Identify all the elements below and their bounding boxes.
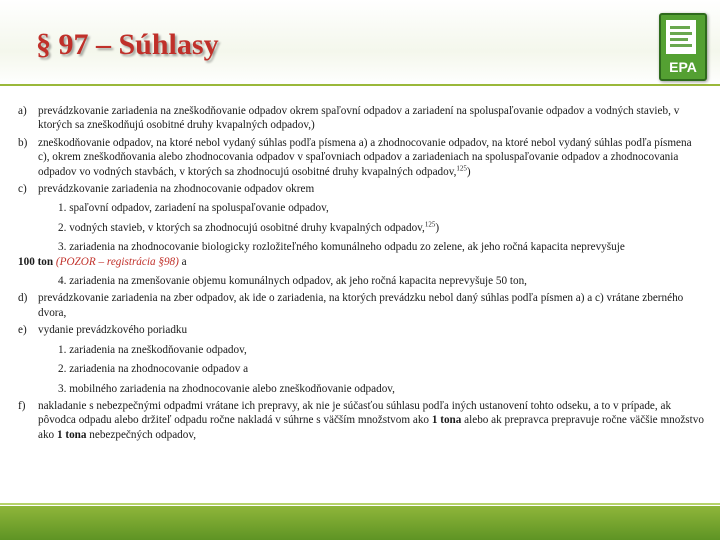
logo-text: EPA bbox=[669, 59, 697, 75]
list-item-f bbox=[18, 399, 704, 442]
list-item-e bbox=[18, 323, 704, 396]
sub-item-2 bbox=[38, 221, 704, 235]
sub-item-1: 1. zariadenia na zneškodňovanie odpadov, bbox=[58, 343, 247, 356]
item-marker: e) bbox=[18, 324, 27, 337]
sub-item-text: 2. vodných stavieb, v ktorých sa zhodnocujú osobitné druhy kvapalných odpadov, bbox=[58, 221, 425, 234]
item-text: prevádzkovanie zariadenia na zber odpadov, ak ide o zariadenia, na ktorých prevádzku nebol daný súhlas podľa písmen a) a c) vrátane zberného dvora, bbox=[38, 292, 684, 319]
sub-item-4: 4. zariadenia na zmenšovanie objemu komunálnych odpadov, ak jeho ročná kapacita neprevyšuje 50 ton, bbox=[58, 275, 527, 288]
sub-item-tail: ) bbox=[435, 221, 440, 234]
amount-bold: 1 tona bbox=[431, 414, 462, 427]
item-text: prevádzkovanie zariadenia na zhodnocovanie odpadov okrem bbox=[38, 183, 315, 196]
sub-item-1: 1. spaľovní odpadov, zariadení na spoluspaľovanie odpadov, bbox=[58, 202, 329, 215]
item-text-tail: ) bbox=[466, 165, 471, 178]
footnote-ref: 125 bbox=[424, 220, 436, 229]
sub-item-tail: a bbox=[178, 255, 187, 268]
sub-item-3: 3. zariadenia na zhodnocovanie biologicky rozložiteľného komunálneho odpadu zo zelene, ak jeho ročná kapacita neprevyšuje bbox=[58, 241, 625, 254]
item-marker: c) bbox=[18, 183, 27, 196]
list-item-c bbox=[18, 182, 704, 288]
slide-title: § 97 – Súhlasy bbox=[36, 28, 219, 61]
footer-bar bbox=[0, 506, 720, 540]
amount-bold: 1 tona bbox=[56, 428, 87, 441]
list-item-b bbox=[18, 136, 704, 179]
sub-item-3: 3. mobilného zariadenia na zhodnocovanie alebo zneškodňovanie odpadov, bbox=[58, 382, 395, 395]
item-marker: d) bbox=[18, 292, 28, 305]
sub-item-2: 2. zariadenia na zhodnocovanie odpadov a bbox=[58, 363, 249, 376]
item-text: nakladanie s nebezpečnými odpadmi vrátane ich prepravy, ak nie je súčasťou súhlasu podľa iných ustanovení tohto odseku, a to v prípade, ak pôvodca odpadu alebo držiteľ odpadu ročne nakladá v súhrne s väčším množstvom ako bbox=[38, 399, 672, 427]
document-icon bbox=[666, 20, 696, 54]
list-item-d bbox=[18, 291, 704, 320]
item-text: nebezpečných odpadov, bbox=[89, 428, 197, 441]
item-text: vydanie prevádzkového poriadku bbox=[38, 324, 188, 337]
footnote-ref: 125 bbox=[456, 163, 467, 172]
footer-line bbox=[0, 503, 720, 505]
item-marker: b) bbox=[18, 136, 28, 149]
item-marker: a) bbox=[18, 105, 27, 117]
sub-item-3-cont bbox=[18, 255, 704, 269]
item-text: prevádzkovanie zariadenia na zneškodňovanie odpadov okrem spaľovní odpadov a zariadení na spoluspaľovanie odpadov a vodných stavieb, v ktorých sa zneškodňujú osobitné druhy kvapalných odpadov,) bbox=[38, 105, 680, 132]
epa-logo bbox=[659, 13, 707, 81]
item-text: zneškodňovanie odpadov, na ktoré nebol vydaný súhlas podľa písmena a) a zhodnocovanie odpadov, na ktoré nebol vydaný súhlas podľa písmena c), okrem zneškodňovania alebo zhodnocovania odpadov v spaľovniach odpadov a zariadeniach na spoluspaľovanie odpadov a zhodnocovania odpadov vo vodných stavbách, v ktorých sa zhodnocujú osobitné druhy kvapalných odpadov, bbox=[38, 136, 692, 178]
item-marker: f) bbox=[18, 399, 26, 412]
item-text: alebo ak prepravca prepravuje ročne väčšie množstvo ako bbox=[38, 414, 704, 441]
content-list bbox=[18, 104, 704, 445]
capacity-bold: 100 ton bbox=[18, 255, 54, 268]
warning-note: (POZOR – registrácia §98) bbox=[55, 255, 179, 268]
title-underline bbox=[0, 84, 720, 86]
list-item-a bbox=[18, 104, 704, 133]
